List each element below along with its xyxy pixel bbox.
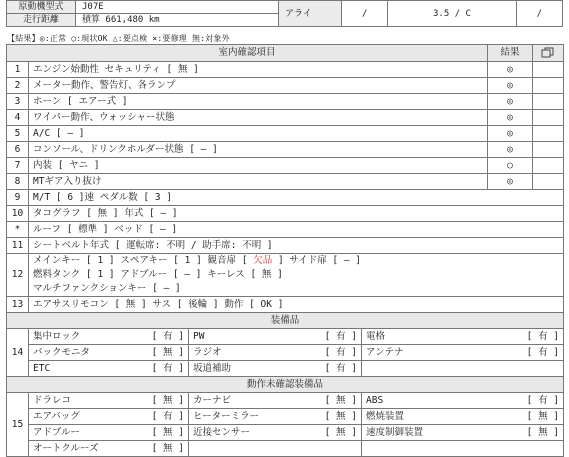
equip-item: 集中ロック [ 有 ]: [29, 329, 189, 345]
row-number: 11: [7, 238, 29, 254]
row-extra: [533, 158, 564, 174]
section-title-unverified: 動作未確認装備品: [7, 377, 564, 393]
row-text: 内装 [ ヤニ ]: [29, 158, 488, 174]
row-extra: [533, 62, 564, 78]
table-row: [7, 190, 564, 206]
inspection-table: [6, 44, 564, 457]
row-text: ホーン [ エアー式 ]: [29, 94, 488, 110]
row-number: 9: [7, 190, 29, 206]
section-title-equipment: 装備品: [7, 313, 564, 329]
row-result: ◎: [488, 94, 533, 110]
row-extra: [533, 174, 564, 190]
row-extra: [533, 142, 564, 158]
equip-item: アンテナ [ 有 ]: [362, 345, 564, 361]
row-number: 14: [7, 329, 29, 377]
row-number: *: [7, 222, 29, 238]
row-number: 10: [7, 206, 29, 222]
unverified-item: 近接センサー [ 無 ]: [189, 425, 362, 441]
keys-line-1b: ] サイド扉 [ ― ]: [277, 255, 362, 266]
row-number: 4: [7, 110, 29, 126]
copy-icon: [541, 47, 555, 58]
unverified-item: 速度制御装置 [ 無 ]: [362, 425, 564, 441]
unverified-item: [189, 441, 362, 457]
row-result: ◎: [488, 142, 533, 158]
row-extra: [533, 110, 564, 126]
unverified-item: [362, 441, 564, 457]
row-number: 5: [7, 126, 29, 142]
engine-type-label: 原動機型式: [7, 1, 76, 14]
unverified-item: 燃焼装置 [ 無 ]: [362, 409, 564, 425]
row-number: 6: [7, 142, 29, 158]
equip-item: 電格 [ 有 ]: [362, 329, 564, 345]
row-number: 3: [7, 94, 29, 110]
equip-item: バックモニタ [ 無 ]: [29, 345, 189, 361]
row-text: A/C [ ― ]: [29, 126, 488, 142]
result-legend: 【結果】◎:正常 ○:現状OK △:要点検 ×:要修理 無:対象外: [7, 34, 230, 43]
unverified-item: ABS [ 有 ]: [362, 393, 564, 409]
row-text: MTギア入り抜け: [29, 174, 488, 190]
row-number: 13: [7, 297, 29, 313]
table-row: [7, 142, 564, 158]
align-value-3: /: [516, 1, 562, 27]
row-text: コンソール、ドリンクホルダー状態 [ ― ]: [29, 142, 488, 158]
missing-badge: 欠品: [253, 255, 273, 266]
unverified-item: ヒーターミラー [ 無 ]: [189, 409, 362, 425]
row-number: 2: [7, 78, 29, 94]
row-number: 8: [7, 174, 29, 190]
row-text: エアサスリモコン [ 無 ] サス [ 後輪 ] 動作 [ OK ]: [29, 297, 564, 313]
table-row: [7, 297, 564, 313]
table-row: [7, 206, 564, 222]
row-text: タコグラフ [ 無 ] 年式 [ ― ]: [29, 206, 564, 222]
unverified-item: オートクルーズ [ 無 ]: [29, 441, 189, 457]
table-row: [7, 110, 564, 126]
table-row: [7, 94, 564, 110]
keys-line-1: [33, 254, 559, 268]
table-row: [7, 78, 564, 94]
row-result: ◎: [488, 62, 533, 78]
row-text: M/T [ 6 ]速 ペダル数 [ 3 ]: [29, 190, 564, 206]
table-row: [7, 174, 564, 190]
keys-line-1a: メインキー [ 1 ] スペアキー [ 1 ] 観音扉 [: [33, 255, 248, 266]
row-extra: [533, 94, 564, 110]
row-number: 15: [7, 393, 29, 457]
equip-item: 坂道補助 [ 有 ]: [189, 361, 362, 377]
row-text: メーター動作、警告灯、各ランプ: [29, 78, 488, 94]
row-result: ◎: [488, 78, 533, 94]
table-row: [7, 222, 564, 238]
equip-item: ラジオ [ 有 ]: [189, 345, 362, 361]
row-text: エンジン始動性 セキュリティ [ 無 ]: [29, 62, 488, 78]
spec-table: [6, 0, 563, 27]
align-label: アライ: [279, 1, 342, 27]
unverified-item: ドラレコ [ 無 ]: [29, 393, 189, 409]
keys-line-3: マルチファンクションキー [ ― ]: [33, 283, 181, 294]
mileage-value: 積算 661,480 km: [76, 14, 279, 27]
row-text: シートベルト年式 [ 運転席: 不明 / 助手席: 不明 ]: [29, 238, 564, 254]
unverified-item: アドブルー [ 無 ]: [29, 425, 189, 441]
table-row: [7, 62, 564, 78]
row-result: ◎: [488, 174, 533, 190]
keys-line-2: 燃料タンク [ 1 ] アドブルー [ ― ] キーレス [ 無 ]: [33, 269, 283, 280]
row-extra: [533, 126, 564, 142]
equip-item: [362, 361, 564, 377]
align-value-1: /: [342, 1, 388, 27]
copy-button[interactable]: [533, 45, 564, 62]
unverified-item: エアバッグ [ 有 ]: [29, 409, 189, 425]
unverified-item: カーナビ [ 無 ]: [189, 393, 362, 409]
result-header: 結果: [488, 45, 533, 62]
row-text: ワイパー動作、ウォッシャー状態: [29, 110, 488, 126]
table-row: [7, 238, 564, 254]
table-row-keys: [7, 254, 564, 297]
equip-item: ETC [ 有 ]: [29, 361, 189, 377]
engine-type-value: J07E: [76, 1, 279, 14]
row-result: ◎: [488, 110, 533, 126]
align-value-2: 3.5 / C: [388, 1, 516, 27]
row-number: 12: [7, 254, 29, 297]
row-number: 7: [7, 158, 29, 174]
row-keys-content: [29, 254, 564, 297]
equip-item: PW [ 有 ]: [189, 329, 362, 345]
table-row: [7, 126, 564, 142]
row-result: ◎: [488, 126, 533, 142]
section-title-interior: 室内確認項目: [7, 45, 488, 62]
table-row: [7, 158, 564, 174]
row-result: ○: [488, 158, 533, 174]
row-text: ルーフ [ 標準 ] ベッド [ ― ]: [29, 222, 564, 238]
mileage-label: 走行距離: [7, 14, 76, 27]
row-extra: [533, 78, 564, 94]
row-number: 1: [7, 62, 29, 78]
